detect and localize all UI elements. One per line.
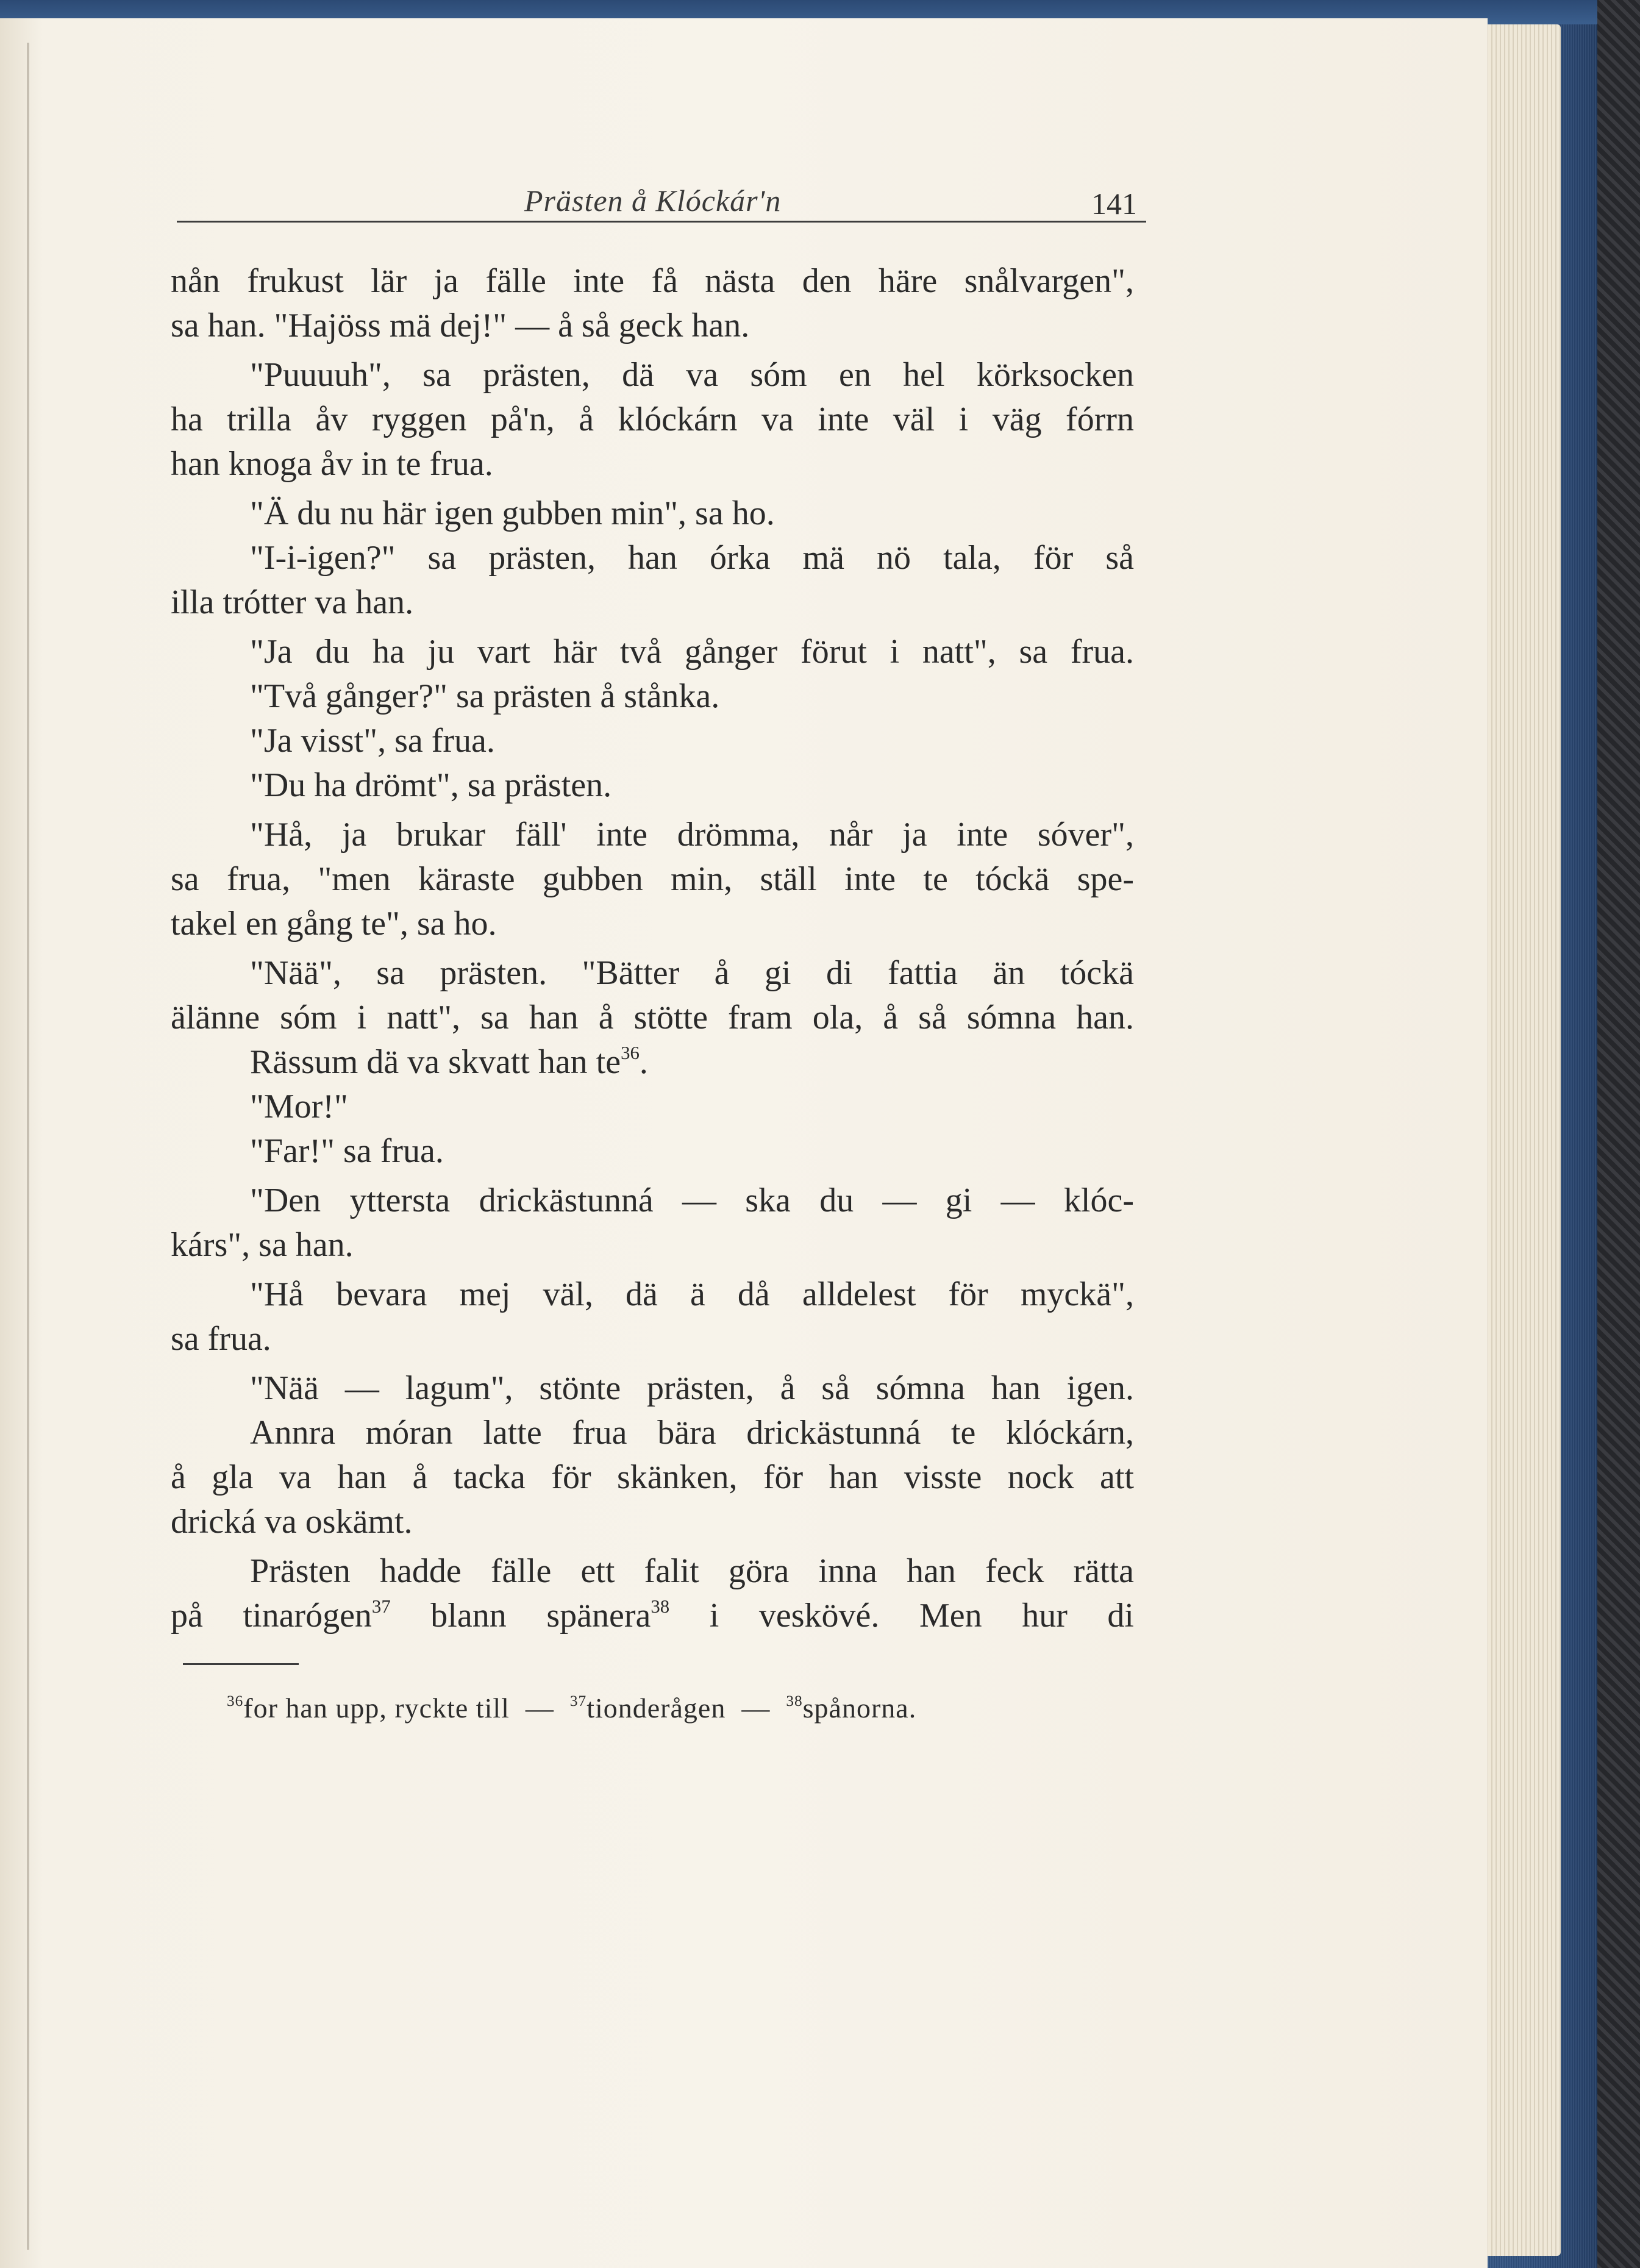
text-line: "Puuuuh", sa prästen, dä va sóm en hel körksocken (250, 356, 1134, 394)
footnote-ref-36: 36 (621, 1042, 640, 1063)
footnotes (227, 1692, 916, 1724)
footnote-number-37: 37 (569, 1692, 587, 1710)
footnote-separator: — (741, 1692, 771, 1724)
running-header-title: Prästen å Klóckár'n (524, 184, 782, 218)
footnote-number-36: 36 (227, 1692, 244, 1710)
text-line: Prästen hadde fälle ett falit göra inna han feck rätta (250, 1552, 1134, 1590)
footnote-ref-37: 37 (371, 1596, 391, 1617)
body-text (171, 259, 1134, 1638)
text-line: "Far!" sa frua. (250, 1132, 444, 1170)
text-line: illa trótter va han. (171, 583, 414, 621)
text-span: Rässum dä va skvatt han te (250, 1043, 621, 1081)
page-edges (1475, 24, 1561, 2256)
text-line: älänne sóm i natt", sa han å stötte fram ola, å så sómna han. (171, 999, 1134, 1036)
footnote-text-38: spånorna. (802, 1692, 917, 1724)
text-line: "Nää", sa prästen. "Bätter å gi di fattia än tóckä (250, 954, 1134, 992)
footnote-rule (183, 1663, 299, 1665)
text-line: "Ja visst", sa frua. (250, 722, 495, 760)
text-line: "Den yttersta drickästunná — ska du — gi — klóc- (250, 1182, 1134, 1219)
footnote-text-37: tionderågen (586, 1692, 726, 1724)
text-span: . (639, 1043, 648, 1081)
footnote-number-38: 38 (786, 1692, 803, 1710)
text-line: takel en gång te", sa ho. (171, 905, 497, 943)
text-line: "Två gånger?" sa prästen å stånka. (250, 677, 720, 715)
text-line: "Mor!" (250, 1088, 348, 1125)
text-line: Annra móran latte frua bära drickästunná te klóckárn, (250, 1414, 1134, 1452)
footnote-text-36: for han upp, ryckte till (243, 1692, 510, 1724)
text-line (171, 1040, 1134, 1085)
footnote-ref-38: 38 (651, 1596, 670, 1617)
text-line: ha trilla åv ryggen på'n, å klóckárn va inte väl i väg fórrn (171, 401, 1134, 438)
text-line: sa frua, "men käraste gubben min, ställ inte te tóckä spe- (171, 860, 1134, 898)
text-line: "Hå, ja brukar fäll' inte drömma, når ja inte sóver", (250, 816, 1134, 854)
text-line: nån frukust lär ja fälle inte få nästa den häre snålvargen", (171, 262, 1134, 300)
text-line: drická va oskämt. (171, 1503, 413, 1541)
text-line (171, 1594, 1134, 1638)
text-line: "Ä du nu här igen gubben min", sa ho. (250, 494, 775, 532)
text-line: kárs", sa han. (171, 1226, 354, 1264)
text-line: "Ja du ha ju vart här två gånger förut i natt", sa frua. (250, 633, 1134, 671)
text-line: han knoga åv in te frua. (171, 445, 493, 483)
text-line: "Hå bevara mej väl, dä ä då alldelest för myckä", (250, 1275, 1134, 1313)
text-line: "I-i-igen?" sa prästen, han órka mä nö tala, för så (250, 539, 1134, 577)
text-line: "Du ha drömt", sa prästen. (250, 766, 612, 804)
text-line: sa han. "Hajöss mä dej!" — å så geck han. (171, 307, 750, 344)
text-span: i veskövé. Men hur di (669, 1597, 1134, 1635)
page-gutter (27, 43, 29, 2250)
page-number: 141 (1091, 187, 1137, 221)
text-span: på tinarógen (171, 1597, 372, 1635)
text-line: "Nää — lagum", stönte prästen, å så sómna han igen. (250, 1369, 1134, 1407)
footnote-separator: — (525, 1692, 554, 1724)
text-line: å gla va han å tacka för skänken, för han visste nock att (171, 1458, 1134, 1496)
text-span: blann spänera (390, 1597, 651, 1635)
header-rule (177, 221, 1146, 223)
text-line: sa frua. (171, 1320, 271, 1358)
